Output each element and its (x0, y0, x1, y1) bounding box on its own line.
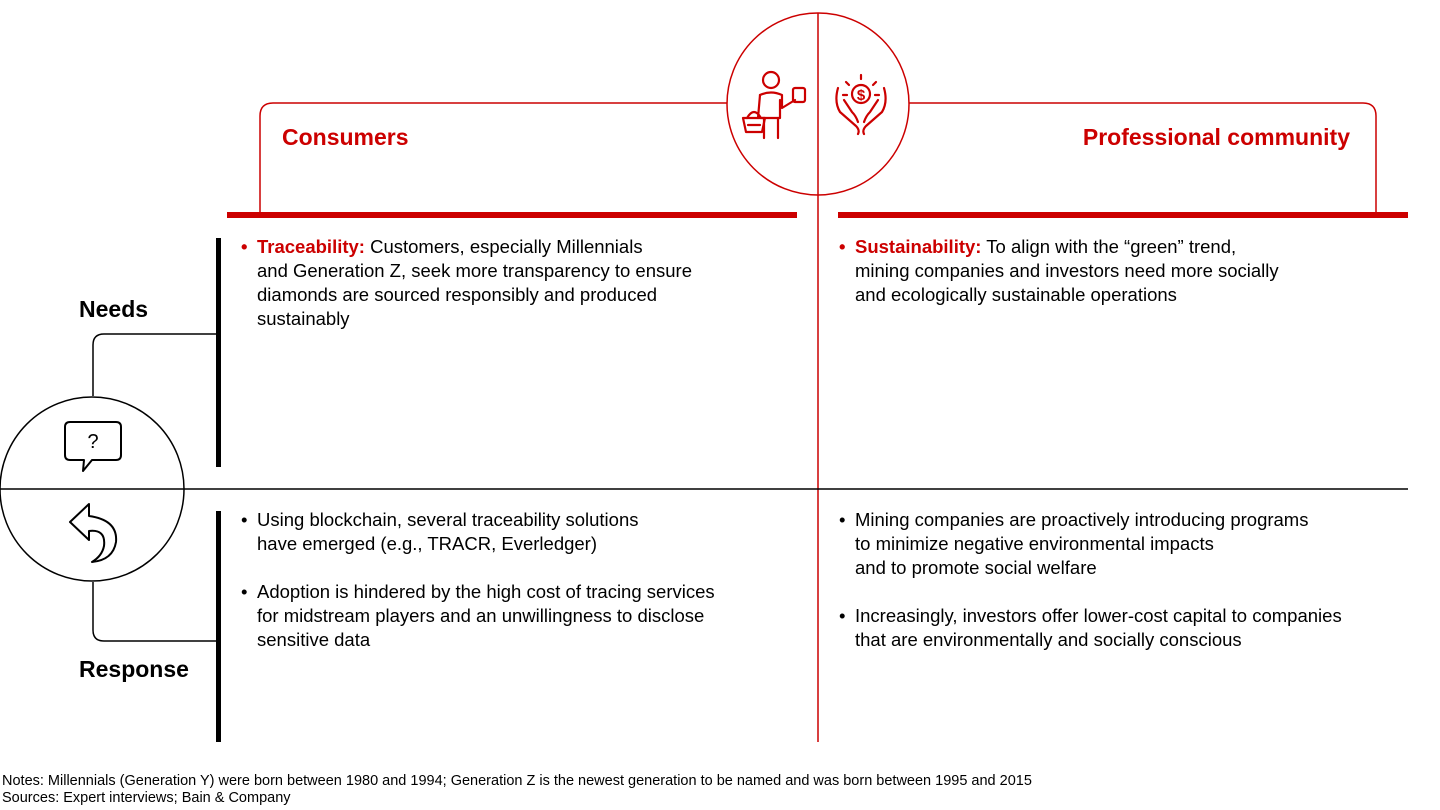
traceability-bullet (241, 235, 811, 331)
needs-bracket (93, 334, 218, 396)
consumers-bracket (260, 103, 728, 212)
bullet-line: and to promote social welfare (855, 557, 1097, 578)
bullet-dot: • (839, 509, 846, 530)
bullet-dot: • (241, 236, 248, 257)
bullet-line: to minimize negative environmental impacts (855, 533, 1214, 554)
response-label: Response (79, 656, 189, 682)
consumers-title: Consumers (282, 124, 409, 150)
bullet-line: mining companies and investors need more socially (855, 260, 1279, 281)
bullet-line: and ecologically sustainable operations (855, 284, 1177, 305)
bullet-line: have emerged (e.g., TRACR, Everledger) (257, 533, 598, 554)
bullet-dot: • (839, 236, 846, 257)
bullet-line: Adoption is hindered by the high cost of tracing services (257, 581, 715, 602)
professional-community-title: Professional community (1082, 124, 1350, 150)
bullet-line: Customers, especially Millennials (364, 236, 643, 257)
mining-programs-bullet (839, 508, 1419, 580)
svg-text:?: ? (87, 431, 99, 453)
bullet-line: for midstream players and an unwillingness to disclose (257, 605, 705, 626)
bullet-line: diamonds are sourced responsibly and produced (257, 284, 658, 305)
bullet-line: that are environmentally and socially conscious (855, 629, 1242, 650)
response-professional-cell (839, 508, 1419, 676)
notes-line: Notes: Millennials (Generation Y) were born between 1980 and 1994; Generation Z is the newest generation to be named and was born between 1995 and 2015 (2, 773, 1032, 789)
bullet-dot: • (241, 581, 248, 602)
needs-label: Needs (79, 296, 149, 322)
bullet-line: sensitive data (257, 629, 371, 650)
needs-professional-cell (839, 235, 1419, 331)
professional-bracket (908, 103, 1376, 212)
response-bar (216, 511, 221, 742)
bullet-line: sustainably (257, 308, 350, 329)
bullet-line: Mining companies are proactively introducing programs (855, 509, 1309, 530)
bullet-line: Increasingly, investors offer lower-cost capital to companies (855, 605, 1342, 626)
sustainability-lead: Sustainability: (855, 236, 982, 257)
bullet-line: To align with the “green” trend, (981, 236, 1237, 257)
response-bracket (93, 582, 218, 641)
needs-consumers-cell (241, 235, 811, 355)
svg-text:$: $ (856, 87, 866, 104)
consumers-underline (227, 212, 797, 218)
blockchain-bullet (241, 508, 811, 556)
professional-underline (838, 212, 1408, 218)
bullet-dot: • (241, 509, 248, 530)
response-consumers-cell (241, 508, 811, 676)
traceability-lead: Traceability: (257, 236, 365, 257)
bullet-dot: • (839, 605, 846, 626)
bullet-line: and Generation Z, seek more transparency to ensure (257, 260, 692, 281)
needs-bar (216, 238, 221, 467)
sources-line: Sources: Expert interviews; Bain & Company (2, 790, 291, 806)
bullet-line: Using blockchain, several traceability solutions (257, 509, 639, 530)
notes (2, 773, 1032, 807)
investors-bullet (839, 604, 1419, 652)
adoption-bullet (241, 580, 811, 652)
sustainability-bullet (839, 235, 1419, 307)
